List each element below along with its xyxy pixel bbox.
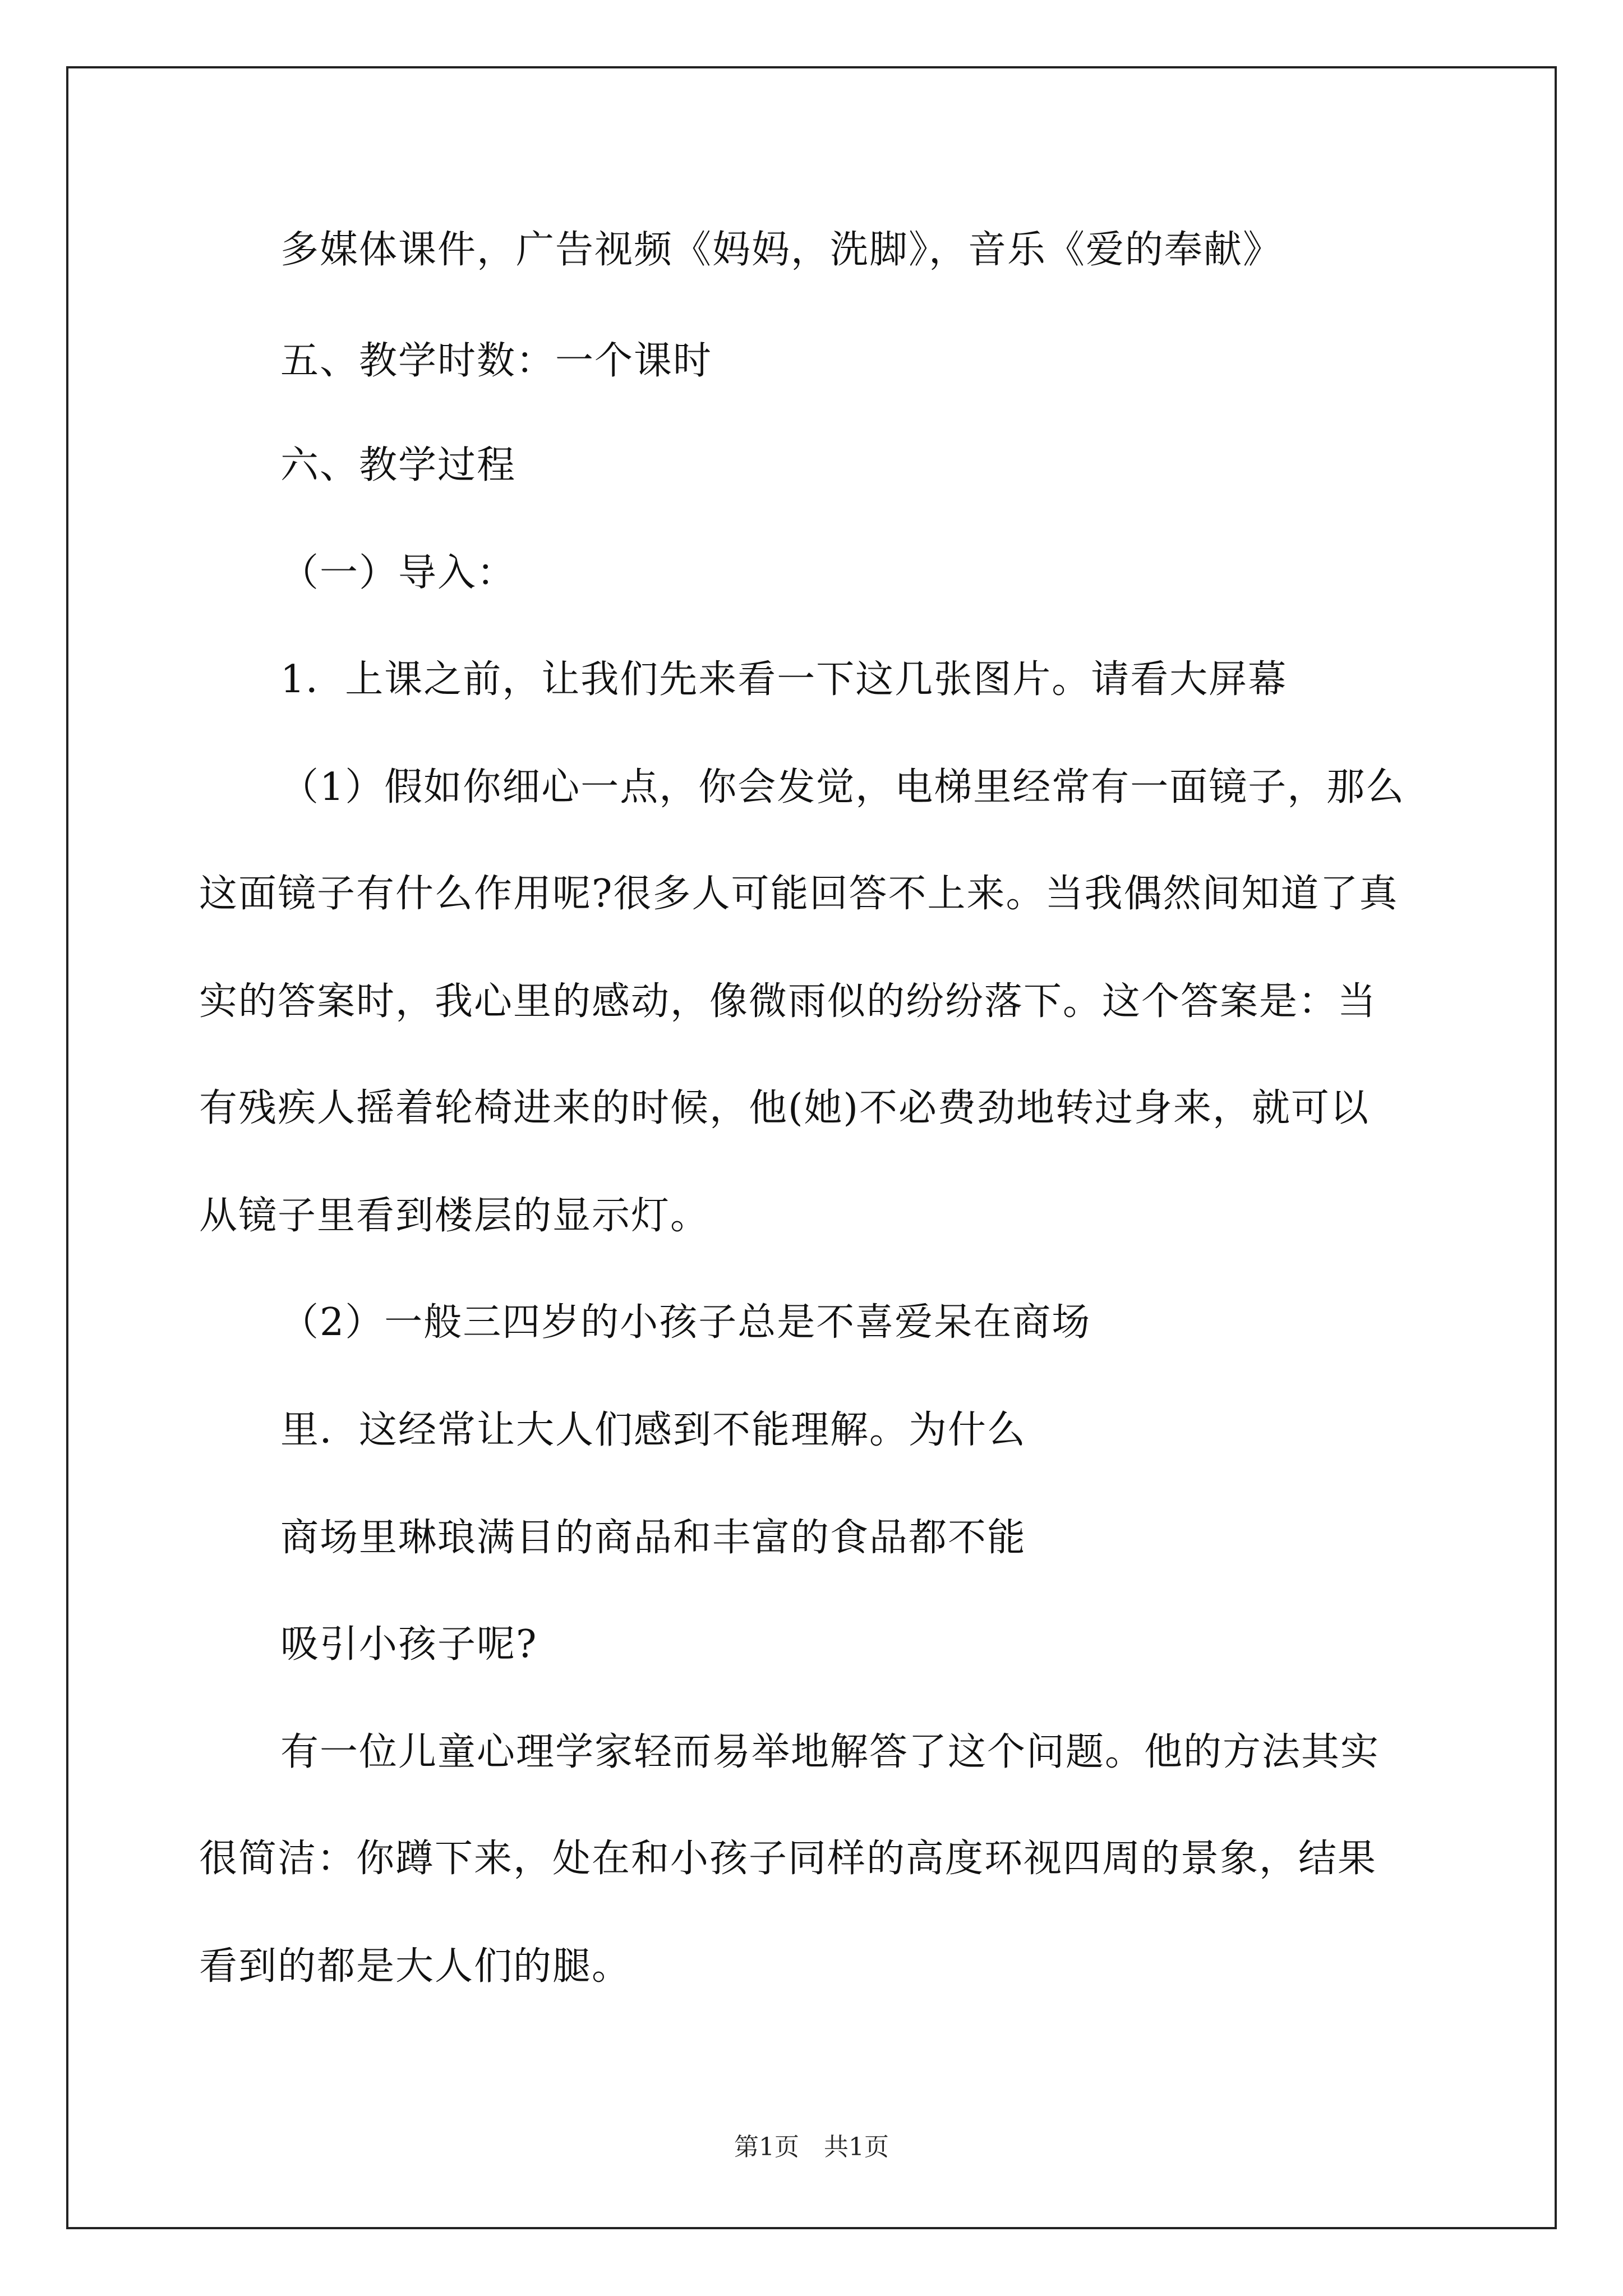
text-line: （2）一般三四岁的小孩子总是不喜爱呆在商场: [280, 1300, 1091, 1345]
text-line: 商场里琳琅满目的商品和丰富的食品都不能: [280, 1516, 1027, 1560]
page-border: [66, 66, 1557, 2229]
text-line: 从镜子里看到楼层的显示灯。: [199, 1194, 710, 1238]
section-heading: 六、教学过程: [280, 443, 517, 487]
text-line: 看到的都是大人们的腿。: [199, 1944, 631, 1989]
text-line: 这面镜子有什么作用呢?很多人可能回答不上来。当我偶然间知道了真: [199, 872, 1399, 916]
text-line: 很简洁：你蹲下来，处在和小孩子同样的高度环视四周的景象，结果: [199, 1837, 1377, 1881]
text-line: 实的答案时，我心里的感动，像微雨似的纷纷落下。这个答案是：当: [199, 979, 1377, 1024]
text-line: 多媒体课件，广告视频《妈妈，洗脚》，音乐《爱的奉献》: [280, 228, 1283, 272]
section-heading: 五、教学时数：一个课时: [280, 339, 713, 383]
text-line: 有一位儿童心理学家轻而易举地解答了这个问题。他的方法其实: [280, 1730, 1380, 1774]
text-line: 1．上课之前，让我们先来看一下这几张图片。请看大屏幕: [280, 657, 1288, 702]
text-line: 有残疾人摇着轮椅进来的时候，他(她)不必费劲地转过身来，就可以: [199, 1086, 1370, 1130]
text-line: 里．这经常让大人们感到不能理解。为什么: [280, 1408, 1027, 1452]
text-line: （1）假如你细心一点，你会发觉，电梯里经常有一面镜子，那么: [280, 765, 1405, 809]
page-number-footer: 第1页 共1页: [734, 2133, 889, 2161]
text-line: 吸引小孩子呢?: [280, 1622, 538, 1667]
subsection-heading: （一）导入：: [280, 551, 517, 595]
